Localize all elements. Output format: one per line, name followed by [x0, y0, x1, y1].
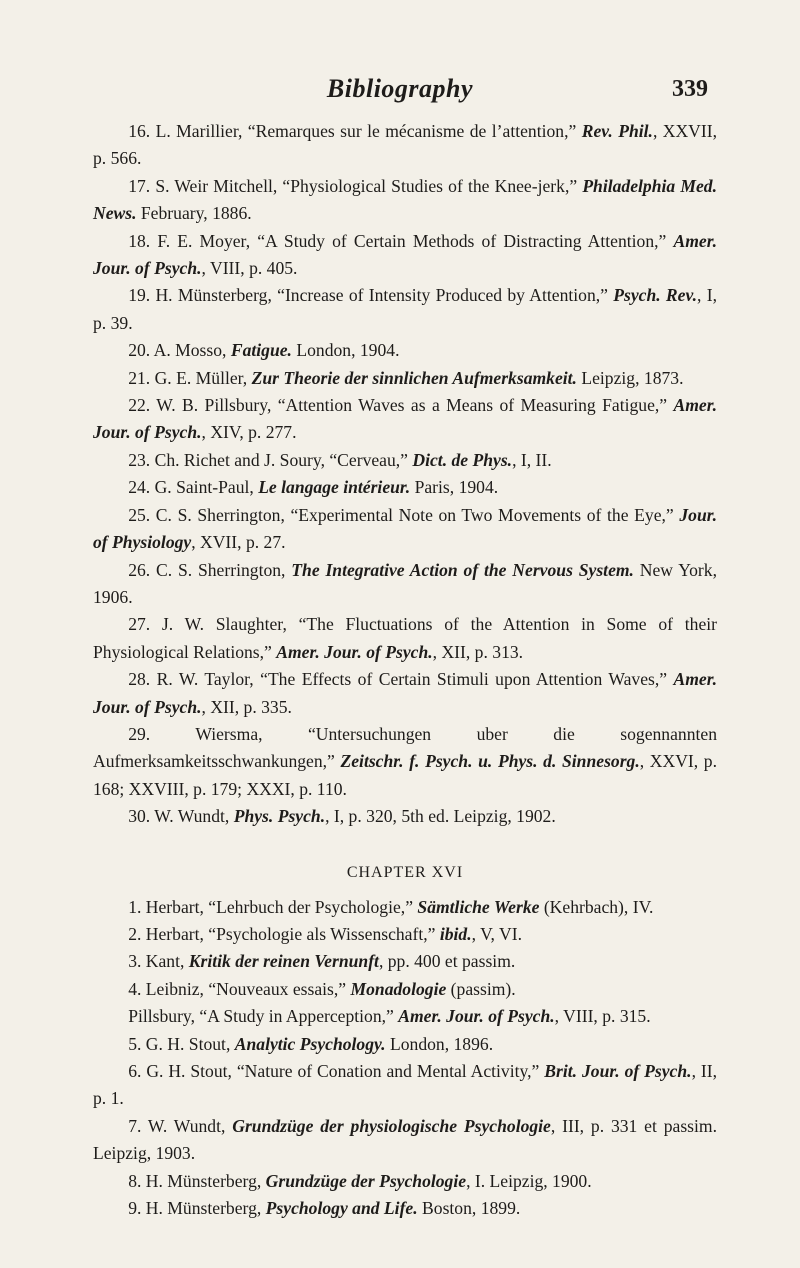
- chapter-heading: CHAPTER XVI: [346, 863, 464, 881]
- entry-details: , VIII, p. 315.: [554, 1006, 651, 1027]
- entry-source-title: Fatigue.: [230, 340, 292, 361]
- entry-details: , pp. 400 et passim.: [378, 951, 516, 972]
- bibliography-entry: [93, 447, 717, 474]
- entry-source-title: Rev. Phil.: [581, 121, 653, 141]
- entry-source-title: Philadelphia Med. News.: [93, 175, 717, 224]
- entry-source-title: Psychology and Life.: [265, 1198, 418, 1219]
- entry-source-title: Dict. de Phys.: [412, 449, 513, 470]
- entry-text: 4. Leibniz, “Nouveaux essais,”: [128, 978, 351, 999]
- entry-text: 17. S. Weir Mitchell, “Physiological Studies of the Knee-jerk,”: [128, 175, 583, 196]
- entry-source-title: Analytic Psychology.: [234, 1033, 386, 1054]
- entry-source-title: Kritik der reinen Vernunft: [188, 951, 379, 972]
- entry-text: 23. Ch. Richet and J. Soury, “Cerveau,”: [128, 449, 413, 470]
- entry-text: 5. G. H. Stout,: [128, 1033, 235, 1054]
- bibliography-section-2: [93, 894, 717, 1223]
- entry-text: 6. G. H. Stout, “Nature of Conation and Mental Activity,”: [128, 1061, 545, 1081]
- entry-details: February, 1886.: [136, 203, 252, 224]
- entry-text: 3. Kant,: [128, 951, 189, 972]
- entry-text: 28. R. W. Taylor, “The Effects of Certain Stimuli upon Attention Waves,”: [128, 669, 674, 690]
- entry-source-title: Zur Theorie der sinnlichen Aufmerksamkeit.: [251, 367, 577, 388]
- entry-source-title: The Integrative Action of the Nervous System.: [291, 559, 634, 580]
- entry-text: 27. J. W. Slaughter, “The Fluctuations of the Attention in Some of their Physiological Relations,”: [93, 614, 717, 662]
- entry-text: 18. F. E. Moyer, “A Study of Certain Methods of Distracting Attention,”: [128, 230, 674, 251]
- entry-source-title: Amer. Jour. of Psych.: [93, 230, 717, 279]
- entry-details: , V, VI.: [471, 923, 522, 944]
- entry-text: 1. Herbart, “Lehrbuch der Psychologie,”: [128, 896, 418, 917]
- bibliography-entry: [93, 557, 717, 612]
- entry-details: , XIV, p. 277.: [201, 422, 297, 443]
- entry-text: 30. W. Wundt,: [128, 806, 234, 827]
- bibliography-entry: [93, 1113, 717, 1168]
- bibliography-entry: [93, 948, 717, 975]
- page-number: 339: [672, 76, 708, 102]
- page-header: [92, 74, 708, 114]
- bibliography-entry: [93, 1195, 717, 1222]
- entry-details: , I, p. 39.: [93, 285, 717, 333]
- bibliography-entry: [93, 282, 717, 337]
- bibliography-entry: [93, 1168, 717, 1195]
- entry-source-title: Brit. Jour. of Psych.: [544, 1061, 692, 1081]
- bibliography-entry: [93, 894, 717, 921]
- bibliography-entry: [93, 502, 717, 557]
- entry-text: 19. H. Münsterberg, “Increase of Intensity Produced by Attention,”: [128, 285, 614, 306]
- entry-details: , I, p. 320, 5th ed. Leipzig, 1902.: [325, 806, 556, 827]
- entry-text: 25. C. S. Sherrington, “Experimental Note on Two Movements of the Eye,”: [128, 504, 680, 525]
- entry-text: Pillsbury, “A Study in Apperception,”: [128, 1006, 399, 1027]
- entry-details: , XXVI, p. 168; XXVIII, p. 179; XXXI, p. 110.: [93, 751, 718, 799]
- entry-source-title: Amer. Jour. of Psych.: [93, 669, 717, 717]
- bibliography-entry: [93, 365, 717, 392]
- bibliography-entry: [93, 1003, 717, 1030]
- entry-details: , II, p. 1.: [93, 1061, 718, 1109]
- entry-text: 9. H. Münsterberg,: [128, 1198, 266, 1219]
- bibliography-entry: [93, 1031, 717, 1058]
- bibliography-entry: [93, 118, 717, 173]
- entry-details: (passim).: [446, 978, 516, 999]
- entry-text: 24. G. Saint-Paul,: [128, 477, 259, 498]
- entry-details: Paris, 1904.: [410, 477, 499, 498]
- entry-text: 8. H. Münsterberg,: [128, 1170, 266, 1191]
- entry-details: London, 1904.: [291, 340, 400, 361]
- bibliography-entry: [93, 976, 717, 1003]
- entry-text: 29. Wiersma, “Untersuchungen uber die sogennannten Aufmerksamkeitsschwankungen,”: [93, 723, 717, 772]
- entry-text: 26. C. S. Sherrington,: [128, 559, 292, 580]
- entry-source-title: Phys. Psych.: [233, 806, 326, 827]
- entry-source-title: Amer. Jour. of Psych.: [276, 641, 433, 662]
- bibliography-entry: [93, 337, 717, 364]
- entry-source-title: Le langage intérieur.: [258, 477, 411, 498]
- entry-details: (Kehrbach), IV.: [539, 896, 654, 917]
- entry-details: New York, 1906.: [93, 559, 717, 607]
- entry-text: 7. W. Wundt,: [128, 1115, 233, 1136]
- bibliography-section-1: [93, 118, 717, 831]
- bibliography-entry: [93, 803, 717, 830]
- entry-details: , I. Leipzig, 1900.: [466, 1170, 592, 1191]
- entry-text: 21. G. E. Müller,: [128, 367, 252, 388]
- entry-source-title: Zeitschr. f. Psych. u. Phys. d. Sinnesorg.: [340, 751, 640, 772]
- bibliography-entry: [93, 721, 717, 803]
- entry-source-title: Monadologie: [350, 978, 447, 999]
- entry-details: , XVII, p. 27.: [191, 532, 286, 553]
- bibliography-body: [93, 118, 717, 1222]
- entry-source-title: Amer. Jour. of Psych.: [398, 1006, 555, 1027]
- bibliography-entry: [93, 1058, 717, 1113]
- entry-source-title: Grundzüge der Psychologie: [265, 1170, 467, 1191]
- entry-text: 16. L. Marillier, “Remarques sur le mécanisme de l’attention,”: [128, 121, 582, 141]
- entry-details: , III, p. 331 et passim. Leipzig, 1903.: [93, 1115, 717, 1164]
- entry-source-title: ibid.: [439, 923, 472, 944]
- entry-text: 20. A. Mosso,: [128, 340, 231, 361]
- entry-text: 2. Herbart, “Psychologie als Wissenschaft,”: [128, 923, 440, 944]
- entry-details: , I, II.: [512, 449, 552, 470]
- entry-details: , XXVII, p. 566.: [93, 121, 718, 169]
- bibliography-entry: [93, 173, 717, 228]
- bibliography-entry: [93, 392, 717, 447]
- entry-source-title: Jour. of Physiology: [93, 504, 717, 553]
- entry-source-title: Grundzüge der physiologische Psychologie: [232, 1115, 551, 1136]
- bibliography-entry: [93, 921, 717, 948]
- entry-source-title: Sämtliche Werke: [417, 896, 540, 917]
- entry-text: 22. W. B. Pillsbury, “Attention Waves as a Means of Measuring Fatigue,”: [128, 395, 674, 416]
- bibliography-entry: [93, 666, 717, 721]
- entry-details: Boston, 1899.: [417, 1198, 521, 1219]
- entry-details: , VIII, p. 405.: [201, 258, 298, 279]
- entry-source-title: Psych. Rev.: [613, 285, 698, 306]
- entry-details: London, 1896.: [385, 1033, 494, 1054]
- running-title: Bibliography: [326, 74, 474, 103]
- entry-details: Leipzig, 1873.: [576, 367, 684, 388]
- entry-details: , XII, p. 335.: [201, 696, 292, 717]
- entry-source-title: Amer. Jour. of Psych.: [93, 395, 717, 443]
- bibliography-entry: [93, 474, 717, 501]
- entry-details: , XII, p. 313.: [432, 641, 524, 662]
- bibliography-entry: [93, 228, 717, 283]
- bibliography-entry: [93, 611, 717, 666]
